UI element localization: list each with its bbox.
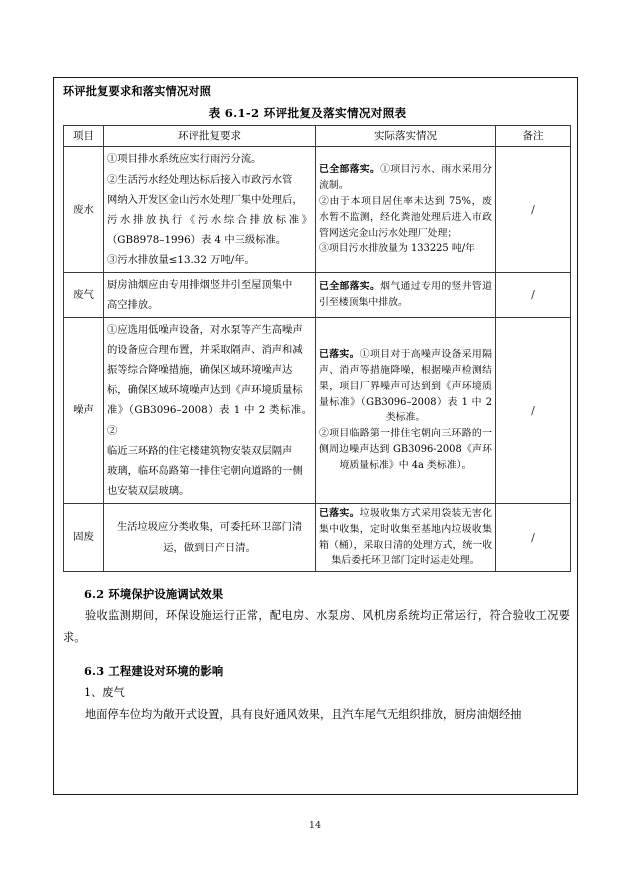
actual-line-1 [319, 506, 492, 569]
requirement-line: 高空排放。 [107, 299, 159, 312]
requirement-line: 准》（GB3096–2008）表 1 中 2 类标准。② [107, 404, 312, 437]
requirement-line: （GB8978–1996）表 4 中三级标准。 [107, 233, 287, 246]
requirement-line: 也安装双层玻璃。 [107, 484, 190, 497]
actual-text: ①项目对于高噪声设备采用隔声、消声等措施降噪，根据噪声检测结果，项目厂界噪声可达到到《声环境质量标准》（GB3096–2008）表 1 中 2 类标准。 [319, 349, 492, 424]
actual-line-2: ②由于本项目居住率未达到 75%，废水暂不监测，经化粪池处理后进入市政管网送完金山污水处理厂处理； [319, 195, 492, 239]
row-note: / [496, 272, 571, 317]
row-item-label: 废水 [64, 147, 104, 272]
row-note: / [496, 147, 571, 272]
actual-line-1 [319, 347, 492, 426]
requirement-line: 污水排放执行《污水综合排放标准》 [107, 213, 312, 226]
row-item-label: 噪声 [64, 318, 104, 504]
column-header-item: 项目 [64, 125, 104, 147]
column-header-requirement: 环评批复要求 [104, 125, 316, 147]
requirement-line: 生活垃圾应分类收集，可委托环卫部门清 [116, 521, 303, 534]
row-requirement [104, 272, 316, 317]
requirement-line: 运，做到日产日清。 [163, 541, 256, 554]
row-note: / [496, 318, 571, 504]
section-paragraph-6-2: 验收监测期间，环保设施运行正常，配电房、水泵房、风机房系统均正常运行，符合验收工况要求。 [63, 609, 570, 645]
requirement-line: 网纳入开发区金山污水处理厂集中处理后， [107, 193, 303, 206]
row-requirement [104, 318, 316, 504]
row-note: / [496, 503, 571, 571]
page-number: 14 [308, 820, 322, 831]
table-header-row [64, 125, 571, 147]
row-requirement [104, 147, 316, 272]
table-caption: 表 6.1-2 环评批复及落实情况对照表 [208, 105, 407, 120]
row-actual [316, 147, 496, 272]
actual-text: 垃圾收集方式采用袋装无害化集中收集，定时收集至基地内垃圾收集箱（桶），采取日清的处理方式，统一收集后委托环卫部门定时运走处理。 [319, 507, 492, 567]
page-content [63, 83, 570, 791]
comparison-table [63, 125, 571, 572]
requirement-line: ②生活污水经处理达标后接入市政污水管 [107, 173, 293, 186]
requirement-line: ①项目排水系统应实行雨污分流。 [107, 153, 262, 166]
status-lead: 已落实。 [319, 507, 360, 519]
actual-line-1 [319, 162, 492, 194]
table-row [64, 272, 571, 317]
page-frame [53, 77, 578, 795]
requirement-line: 玻璃，临环岛路第一排住宅朝向道路的一侧 [107, 464, 303, 477]
actual-line-2: ②项目临路第一排住宅朝向三环路的一侧周边噪声达到 GB3096-2008《声环境质量标准》中 4a 类标准）。 [319, 428, 492, 471]
row-item-label: 废气 [64, 272, 104, 317]
actual-text: 烟气通过专用的竖井管道引至楼顶集中排放。 [319, 281, 492, 309]
table-row [64, 503, 571, 571]
section-heading-6-2: 6.2 环境保护设施调试效果 [84, 587, 224, 602]
status-lead: 已落实。 [319, 349, 360, 361]
requirement-line: 临近三环路的住宅楼建筑物安装双层隔声 [107, 444, 293, 457]
actual-line-3: ③项目污水排放量为 133225 吨/年 [319, 243, 475, 255]
column-header-note: 备注 [496, 125, 571, 147]
actual-line-1 [319, 279, 492, 311]
requirement-line: 标，确保区域环境噪声达到《声环境质量标 [107, 384, 303, 397]
section-paragraph-6-3: 地面停车位均为敞开式设置，具有良好通风效果，且汽车尾气无组织排放，厨房油烟经抽 [85, 707, 522, 721]
actual-text: ①项目污水、雨水采用分流制。 [319, 164, 492, 192]
section-heading-6-3: 6.3 工程建设对环境的影响 [84, 663, 224, 678]
section-list-item-waste-gas: 1、废气 [84, 685, 125, 699]
requirement-line: ①应选用低噪声设备，对水泵等产生高噪声 [107, 324, 303, 337]
document-heading: 环评批复要求和落实情况对照 [63, 84, 212, 98]
requirement-line: 厨房油烟应由专用排烟竖井引至屋顶集中 [107, 278, 293, 291]
table-row [64, 318, 571, 504]
status-lead: 已全部落实。 [319, 281, 381, 293]
row-actual [316, 318, 496, 504]
row-actual [316, 272, 496, 317]
row-actual [316, 503, 496, 571]
row-item-label: 固废 [64, 503, 104, 571]
status-lead: 已全部落实。 [319, 164, 381, 176]
requirement-line: 的设备应合理布置，并采取隔声、消声和减 [107, 344, 303, 357]
row-requirement [104, 503, 316, 571]
requirement-line: 振等综合降噪措施，确保区域环境噪声达 [107, 364, 293, 377]
table-row [64, 147, 571, 272]
requirement-line: ③污水排放量≤13.32 万吨/年。 [107, 253, 255, 266]
column-header-actual: 实际落实情况 [316, 125, 496, 147]
